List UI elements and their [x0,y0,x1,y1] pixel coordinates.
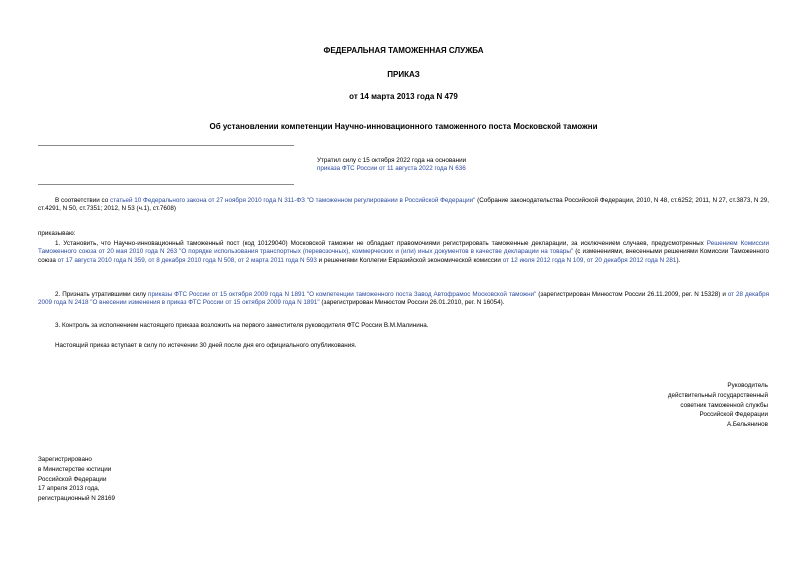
item-1-text-4: ). [676,256,681,264]
fts-order-2418-link[interactable]: от 28 декабря 2009 года N 2418 "О внесении изменения в приказ ФТС России от 15 октября 2009 года N 1891" [38,291,769,307]
signature-line-4: Российской Федерации [699,411,768,419]
status-note-text: Утратил силу с 15 октября 2022 года на основании [317,157,467,164]
item-1-text-1: 1. Установить, что Научно-инновационный таможенный пост (код 10129040) Московской таможни не обладает правомочиями регистрировать таможенные декларации, за исключением случаев, предусмотренных [55,240,707,247]
status-note [317,157,617,174]
item-1-paragraph [38,240,769,265]
item-2-paragraph [38,291,769,308]
top-divider [38,145,294,146]
preamble-paragraph [38,197,769,214]
registration-line-3: Российской Федерации [38,475,107,483]
fts-order-1891-link[interactable]: приказы ФТС России от 15 октября 2009 года N 1891 "О компетенции таможенного поста Завод Автофрамос Московской таможни" [148,291,537,298]
signature-line-3: советник таможенной службы [680,401,768,409]
bottom-divider [38,184,294,185]
document-title: Об установлении компетенции Научно-инновационного таможенного поста Московской таможни [209,122,598,131]
commission-decision-263-link[interactable]: Решением Комиссии Таможенного союза от 20 мая 2010 года N 263 "О порядке использования транспортных (перевозочных), коммерческих и (или) иных документов в качестве декларации на товары" [38,240,769,256]
item-1-text-3: и решениями Коллегии Евразийской экономической комиссии [316,256,503,264]
status-note-link[interactable]: приказа ФТС России от 11 августа 2022 года N 636 [317,165,466,173]
signature-block [508,381,768,430]
item-2-text-1: 2. Признать утратившими силу [55,291,149,298]
item-1-text-2: (с изменениями, внесенными решениями Комиссии Таможенного союза [38,248,769,264]
agency-heading: ФЕДЕРАЛЬНАЯ ТАМОЖЕННАЯ СЛУЖБА [323,46,484,55]
registration-block [38,455,238,504]
eec-board-decisions-link[interactable]: от 12 июля 2012 года N 109, от 20 декабря 2012 года N 281 [502,256,677,264]
signature-line-2: действительный государственный [667,391,768,399]
effective-date-paragraph: Настоящий приказ вступает в силу по истечении 30 дней после дня его официального опубликования. [55,342,357,349]
registration-line-1: Зарегистрировано [38,456,92,463]
document-date-number: от 14 марта 2013 года N 479 [349,92,458,101]
order-word: приказываю: [38,230,76,237]
signature-line-1: Руководитель [727,382,768,389]
item-3-paragraph: 3. Контроль за исполнением настоящего приказа возложить на первого заместителя руководителя ФТС России В.М.Малинина. [55,322,429,329]
commission-decisions-link[interactable]: от 17 августа 2010 года N 359, от 8 декабря 2010 года N 508, от 2 марта 2011 года N 593 [57,256,317,264]
registration-number: регистрационный N 28169 [38,495,116,502]
preamble-text-2: (Собрание законодательства Российской Федерации, 2010, N 48, ст.6252; 2011, N 27, ст.3873, N 29, ст.4291, N 50, ст.7351; 2012, N 53 (ч.1), ст.7608) [38,197,769,213]
signature-name: А.Бельянинов [726,421,768,428]
registration-line-2: в Министерстве юстиции [38,465,112,473]
registration-date: 17 апреля 2013 года, [38,485,100,493]
item-2-text-3: (зарегистрирован Минюстом России 26.01.2010, рег. N 16054). [319,299,505,307]
document-type: ПРИКАЗ [387,70,420,79]
law-article-link[interactable]: статьей 10 Федерального закона от 27 ноября 2010 года N 311-ФЗ "О таможенном регулировании в Российской Федерации" [110,197,476,204]
preamble-text-1: В соответствии со [55,197,110,204]
item-2-text-2: (зарегистрирован Минюстом России 26.11.2009, рег. N 15328) и [536,291,728,298]
